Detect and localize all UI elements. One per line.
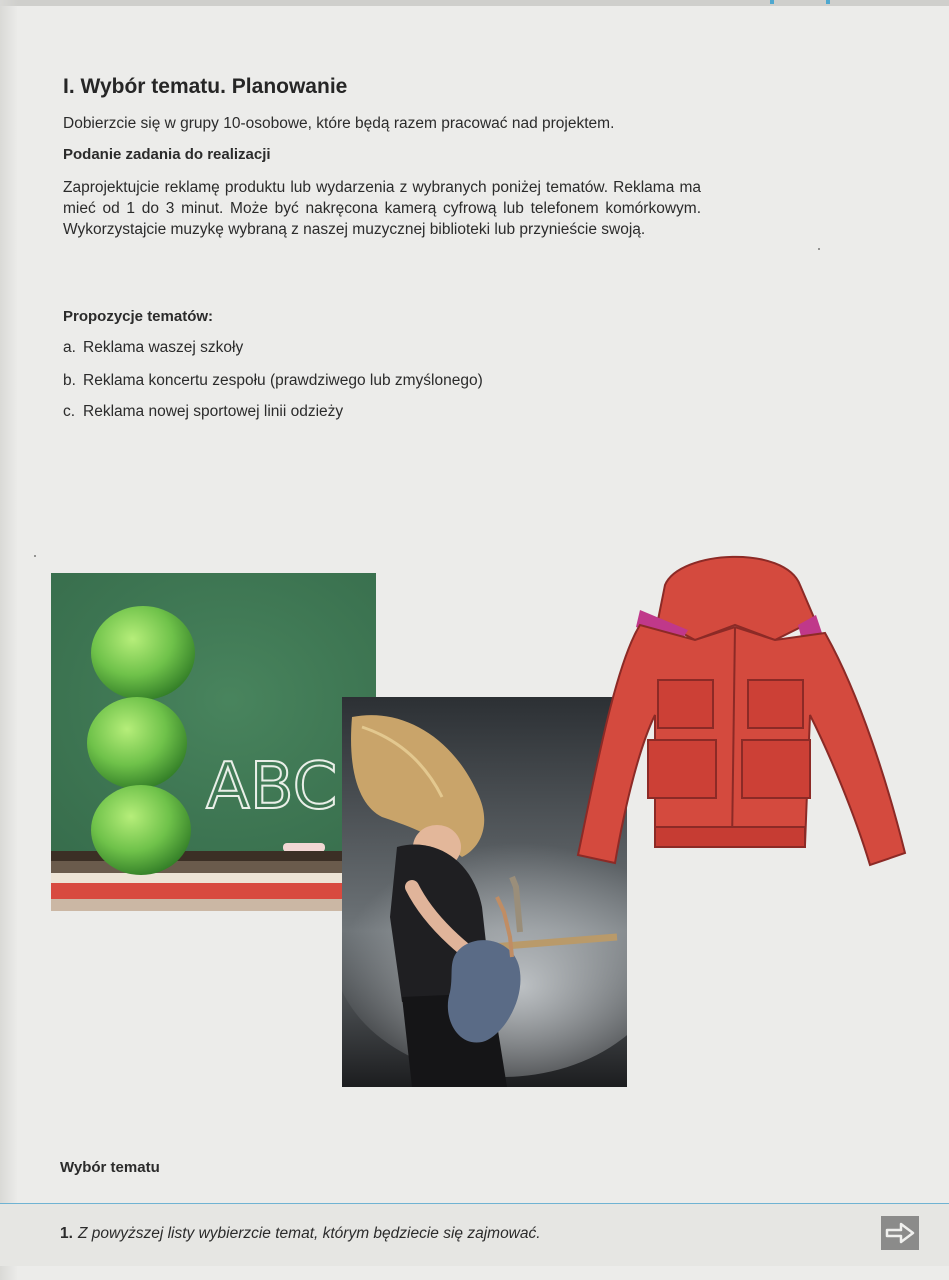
ink-speck — [818, 248, 820, 250]
choice-heading: Wybór tematu — [60, 1159, 160, 1176]
chalk-stick — [283, 843, 325, 852]
topic-letter: b. — [63, 372, 76, 389]
page-top-edge — [0, 0, 949, 6]
topic-item — [63, 339, 243, 357]
topic-text: Reklama nowej sportowej linii odzieży — [83, 403, 344, 420]
task-heading: Podanie zadania do realizacji — [63, 146, 271, 163]
topic-letter: c. — [63, 403, 76, 420]
intro-text: Dobierzcie się w grupy 10-osobowe, które będą razem pracować nad projektem. — [63, 115, 615, 132]
proposals-heading: Propozycje tematów: — [63, 308, 214, 325]
apple — [87, 697, 187, 789]
exercise-number: 1. — [60, 1225, 73, 1242]
jacket-waistband — [655, 827, 805, 847]
school-photo — [51, 573, 376, 911]
ink-speck — [34, 555, 36, 557]
exercise-text: Z powyższej listy wybierzcie temat, którym będziecie się zajmować. — [78, 1225, 541, 1242]
arrow-button[interactable] — [881, 1216, 919, 1250]
jacket-pocket — [648, 740, 716, 798]
jacket-pocket — [748, 680, 803, 728]
topic-letter: a. — [63, 339, 76, 356]
jacket-pocket — [742, 740, 810, 798]
corner-accent-mark — [826, 0, 830, 4]
topic-text: Reklama waszej szkoły — [83, 339, 244, 356]
topic-text: Reklama koncertu zespołu (prawdziwego lub zmyślonego) — [83, 372, 483, 389]
corner-accent-mark — [770, 0, 774, 4]
arrow-right-icon — [881, 1216, 919, 1250]
topic-item — [63, 403, 343, 421]
apple — [91, 606, 195, 700]
jacket-photo — [570, 545, 910, 875]
task-description: Zaprojektujcie reklamę produktu lub wydarzenia z wybranych poniżej tematów. Reklama ma mieć od 1 do 3 minut. Może być nakręcona kamerą cyfrową lub telefonem komórkowym. Wykorzystajcie muzykę wybraną z naszej muzycznej biblioteki lub przynieście swoją. — [63, 179, 701, 238]
chalk-letters: ABC — [206, 750, 338, 824]
page-binding-shadow — [0, 0, 18, 1280]
topic-item — [63, 372, 483, 390]
section-title: I. Wybór tematu. Planowanie — [63, 75, 348, 98]
apple — [91, 785, 191, 875]
jacket-pocket — [658, 680, 713, 728]
